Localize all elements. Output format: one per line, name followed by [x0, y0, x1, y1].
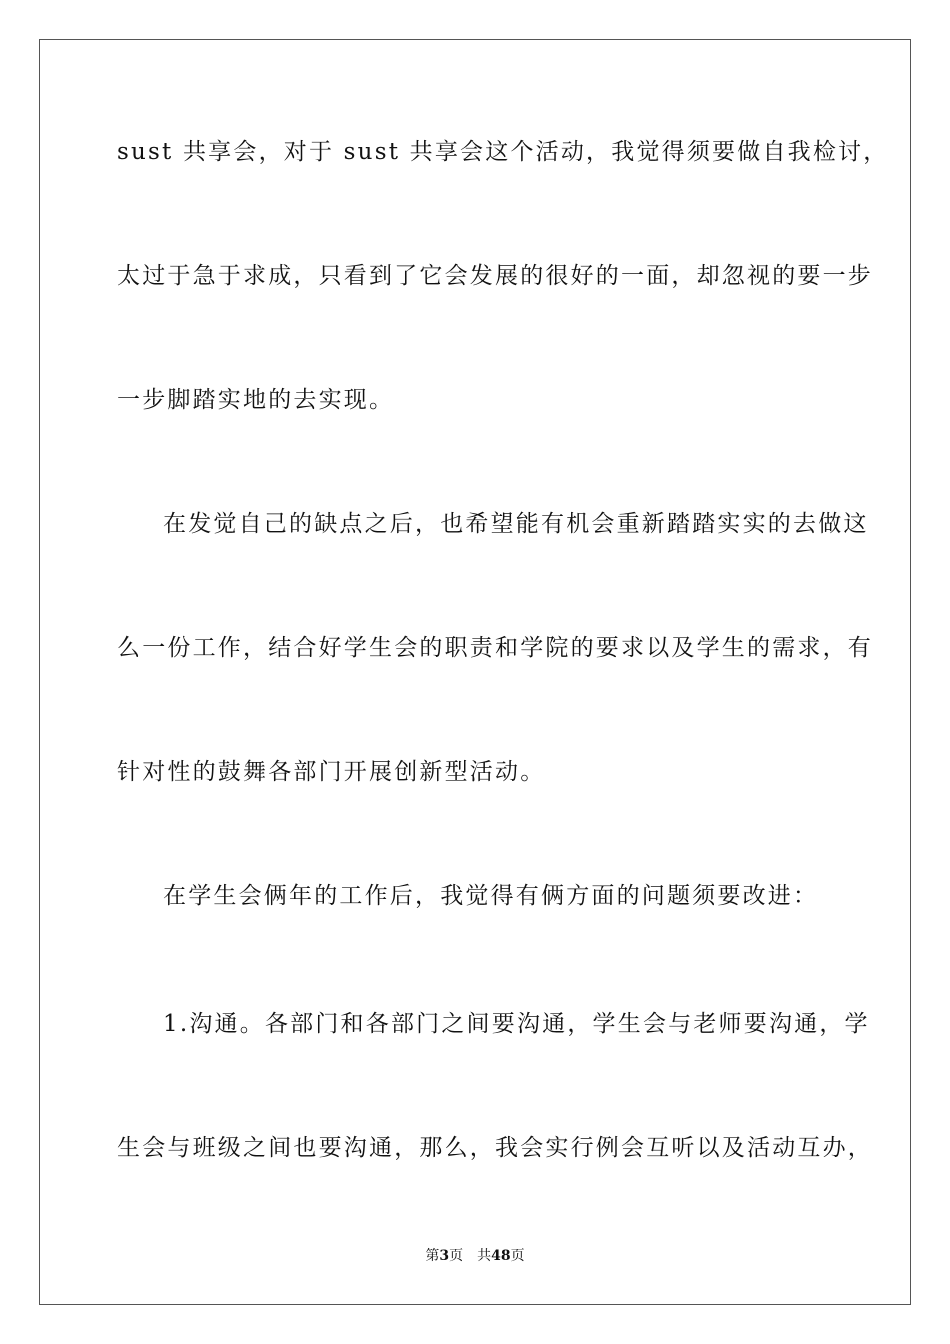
- paragraph-line-6: 针对性的鼓舞各部门开展创新型活动。: [117, 759, 546, 785]
- paragraph-line-2: 太过于急于求成，只看到了它会发展的很好的一面，却忽视的要一步: [117, 263, 873, 289]
- paragraph-line-7: 在学生会俩年的工作后，我觉得有俩方面的问题须要改进：: [163, 883, 819, 909]
- page-number: 3: [439, 1248, 450, 1264]
- total-pages: 48: [491, 1248, 511, 1264]
- paragraph-line-4: 在发觉自己的缺点之后，也希望能有机会重新踏踏实实的去做这: [163, 511, 869, 537]
- total-suffix: 页: [510, 1248, 525, 1264]
- total-prefix: 共: [477, 1248, 492, 1264]
- page-suffix: 页: [449, 1248, 464, 1264]
- paragraph-line-8: 1.沟通。各部门和各部门之间要沟通，学生会与老师要沟通，学: [163, 1011, 870, 1037]
- paragraph-line-1: sust 共享会，对于 sust 共享会这个活动，我觉得须要做自我检讨，: [117, 139, 889, 165]
- paragraph-line-3: 一步脚踏实地的去实现。: [117, 387, 395, 413]
- page-footer: [0, 1247, 950, 1265]
- page-prefix: 第: [425, 1248, 440, 1264]
- paragraph-line-5: 么一份工作，结合好学生会的职责和学院的要求以及学生的需求，有: [117, 635, 873, 661]
- page-border: [39, 39, 911, 1305]
- paragraph-line-9: 生会与班级之间也要沟通，那么，我会实行例会互听以及活动互办，: [117, 1135, 873, 1161]
